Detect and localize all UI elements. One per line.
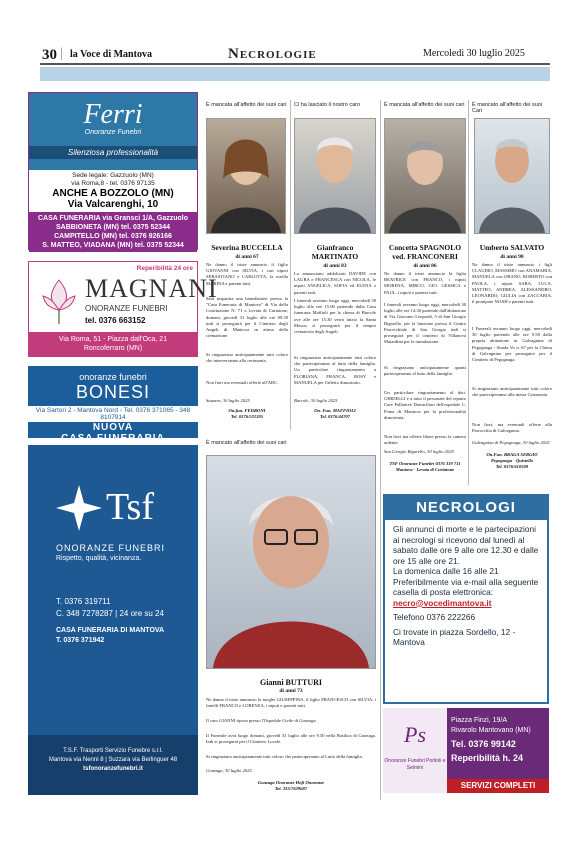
- tsf-foot3: tsfonoranzefunebri.it: [83, 766, 143, 772]
- tsf-name: Tsf: [106, 486, 155, 528]
- obit-name: Gianfranco MARTINATO: [311, 243, 359, 261]
- necrologi-p3: Preferibilmente via e-mail alla seguente casella di posta elettronica:: [393, 576, 539, 597]
- portrait-man: [295, 119, 375, 233]
- ps-address2: Rivarolo Mantovano (MN): [451, 727, 531, 734]
- sig-line: Tel. 0376/44707: [320, 414, 350, 419]
- obit-signature: [294, 408, 376, 420]
- sig-line: Mantova - Levata di Curtatone: [395, 467, 455, 472]
- obit-caption: È mancata all'affetto dei suoi cari: [384, 102, 465, 108]
- obit-caption: Ci ha lasciato il nostro caro: [294, 102, 361, 108]
- obit-text3: Il Funerale avrà luogo domani, giovedì 31 luglio alle ore 9.30 nella Basilica di Gonzaga. Indi si proseguirà per il Cimitero Locale.: [206, 733, 376, 745]
- tsf-phone1: T. 0376 319711: [56, 597, 111, 606]
- ferri-line: Sede legale: Gazzuolo (MN): [72, 172, 154, 179]
- bonesi-line3: CASA FUNERARIA: [61, 433, 165, 444]
- sig-line: Tel. 0376/610508: [495, 464, 529, 469]
- obituary-1: [206, 102, 288, 108]
- ps-rep: Reperibilità h. 24: [451, 753, 524, 763]
- necrologi-info-box: [383, 494, 549, 704]
- magnani-city: Roncoferraro (MN): [83, 345, 143, 352]
- ferri-big: Via Valcarenghi, 10: [67, 199, 159, 210]
- ad-bonesi[interactable]: [28, 366, 198, 444]
- header-rule: [40, 63, 550, 65]
- obit-text5: Non fiori ma offerte libere presso la camera ardente.: [384, 434, 466, 446]
- ad-magnani[interactable]: [28, 261, 218, 357]
- column-divider: [380, 100, 381, 800]
- ad-ferri-top: [29, 93, 197, 170]
- magnani-badge: Reperibilità 24 ore: [136, 265, 193, 272]
- sig-line: Pegognaga - Quistello: [490, 458, 534, 463]
- obit-age: di anni 67: [235, 254, 259, 260]
- tsf-footer: [28, 735, 198, 795]
- tsf-subtitle: ONORANZE FUNEBRI: [56, 543, 166, 553]
- obit-caption: È mancato all'affetto dei suoi Cari: [472, 102, 543, 114]
- sig-line: Gonzaga Onoranze Hofi Onoranze: [257, 780, 325, 785]
- obituary-2: [294, 102, 376, 108]
- obit-caption: È mancata all'affetto dei suoi cari: [206, 102, 287, 108]
- publication-name: la Voce di Mantova: [70, 49, 152, 60]
- obit-text4: Non fiori ma eventuali offerte all'ABC.: [206, 380, 279, 385]
- obit-date: Gonzaga, 30 luglio 2025: [206, 768, 252, 773]
- issue-date: Mercoledì 30 luglio 2025: [423, 48, 525, 59]
- obit-caption: È mancato all'affetto dei suoi cari: [206, 440, 287, 446]
- portrait-man: [475, 119, 549, 233]
- obit-photo-main: [206, 455, 376, 669]
- obit-age: di anni 73: [279, 688, 303, 694]
- obit-text2: I Funerali avranno luogo oggi, mercoledì 30 luglio partendo alle ore 9.50 dalla propria abitazione in Galvagnina di Pegognaga - Strada Vo n. 67 per la Chiesa di Galvagnina per proseguire per il Cimitero di Pegognaga.: [472, 326, 552, 363]
- obit-age: di anni 83: [323, 263, 347, 269]
- lily-icon: [37, 276, 81, 326]
- obit-date: San Giorgio Bigarello, 30 luglio 2025: [384, 449, 454, 454]
- necrologi-p2: La domenica dalle 16 alle 21: [393, 566, 499, 576]
- obituary-3: [384, 102, 466, 108]
- ferri-loc: CAMPITELLO (MN) tel. 0376 926166: [54, 233, 172, 240]
- ferri-logo: Ferri: [83, 99, 143, 130]
- ferri-line: via Roma,8 - tel. 0376 97135: [71, 180, 155, 187]
- ad-portioli-selmini[interactable]: [383, 708, 549, 793]
- ad-ferri[interactable]: [28, 92, 198, 250]
- ps-logo: Ps: [404, 722, 426, 747]
- obit-signature: [206, 408, 288, 420]
- obit-text: Ne danno il triste annuncio i figli CLAUDIO, MASSIMO con ANAMARIA, MANUELA con ORANO, ROBERTO con PAOLA, i nipoti SARA, LUCA, MATTEO, ANDREA, ALESSANDRO, LEONARDO, GIULIA con ZACCARIA, il pronipote NOAH e parenti tutti.: [472, 262, 552, 305]
- obit-age: di anni 86: [413, 263, 437, 269]
- obit-text3: Si ringraziano anticipatamente tutti coloro che interverranno alla cerimonia.: [206, 352, 288, 364]
- magnani-tel: tel. 0376 663152: [85, 316, 146, 325]
- obit-text4: Un particolare ringraziamento al dott. GHIDELLI e a tutto il personale del reparto Cure Palliative Domiciliari dell'ospedale C. Poma di Mantova per la professionalità dimostrata.: [384, 390, 466, 420]
- ferri-locations: [29, 212, 197, 252]
- portrait-woman: [385, 119, 465, 233]
- obit-signature: [472, 452, 552, 470]
- obit-date: Galvagnina di Pegognaga, 30 luglio 2025: [472, 440, 550, 445]
- ps-name: Onoranze Funebri Portioli e Selmini: [384, 758, 446, 771]
- obit-photo: [206, 118, 286, 234]
- sig-line: On. Fun. MAFFIOLI: [314, 408, 356, 413]
- obit-text3: Si ringraziano anticipatamente tutti coloro che parteciperanno alla mesta Cerimonia.: [472, 386, 552, 398]
- sig-line: Tel. 335/7629687: [274, 786, 308, 791]
- ferri-loc: S. MATTEO, VIADANA (MN) tel. 0375 52344: [42, 242, 184, 249]
- obit-signature: [206, 780, 376, 792]
- section-title: Necrologie: [228, 46, 317, 62]
- obit-photo: [474, 118, 550, 234]
- ferri-subtitle: Onoranze Funebri: [84, 129, 142, 136]
- obit-text2: I funerali avranno luogo oggi, mercoledì 30 luglio alle ore 14.30 partendo dall'abitazione di Via Giacomo Leopardi, 5 di San Giorgio Bigarello, per la funzione presso il Centro Parrocchiale di San Giorgio indi si proseguirà per il cimitero di Villanova Maiardina per la tumulazione.: [384, 302, 466, 345]
- obit-text: Lo annunciano addolorati DAVIDE con LAURA e FRANCESCA con NICOLA, le nipoti ANGELICA, SOFIA ed ELENA e parenti tutti.: [294, 271, 376, 295]
- ad-tsf[interactable]: [28, 445, 198, 795]
- obit-text3: Si ringraziano anticipatamente quanti parteciperanno al lutto della famiglia.: [384, 365, 466, 377]
- page-number: 30: [42, 47, 57, 63]
- obit-text4: Non fiori, ma eventuali offerte alla Parrocchia di Galvagnina.: [472, 422, 552, 434]
- star-logo-icon: [54, 483, 104, 533]
- ps-address1: Piazza Finzi, 19/A: [451, 717, 508, 724]
- portrait-man: [207, 456, 375, 668]
- magnani-subtitle: ONORANZE FUNEBRI: [85, 304, 168, 313]
- column-divider: [290, 100, 291, 430]
- sig-line: On.Fun. BRAGA SERGIO: [486, 452, 538, 457]
- bonesi-name: BONESI: [75, 382, 151, 402]
- tsf-casa: CASA FUNERARIA DI MANTOVA: [56, 627, 165, 634]
- magnani-name: MAGNANI: [85, 274, 218, 303]
- tsf-tagline: Rispetto, qualità, vicinanza.: [56, 555, 142, 562]
- column-divider: [468, 100, 469, 485]
- tsf-foot2: Mantova via Nenni 8 | Suzzara via Berlinguer 48: [48, 757, 178, 763]
- obituary-4: [472, 102, 552, 114]
- obit-age: di anni 90: [500, 254, 524, 260]
- obit-name: Concetta SPAGNOLO ved. FRANCONERI: [388, 243, 462, 261]
- ps-services: SERVIZI COMPLETI: [447, 779, 549, 793]
- tsf-phone2: C. 348 7278287 | 24 ore su 24: [56, 609, 164, 618]
- obit-name: Gianni BUTTURI: [259, 678, 323, 687]
- tsf-casa-phone: T. 0376 371942: [56, 637, 105, 644]
- necrologi-address: Ci trovate in piazza Sordello, 12 - Mantova: [393, 626, 516, 647]
- obituary-main: [206, 440, 376, 446]
- obit-date: Barcole, 30 luglio 2025: [294, 398, 338, 403]
- sig-line: On.fun. FEDRONI: [228, 408, 266, 413]
- magnani-address: [29, 332, 197, 356]
- obit-text2: I funerali avranno luogo oggi, mercoledì 30 luglio alle ore 15.00 partendo dalla Casa funeraria Maffioli per la chiesa di Barcole ove alle ore 15.30 verrà inizio la Santa Messa; si proseguirà per il tempio crematorio degli Angeli.: [294, 298, 376, 335]
- ferri-tagline: Silenziosa professionalità: [29, 146, 197, 159]
- obit-text2: Sarà impartita una benedizione presso la "Casa Funeraria di Mantova" di Via della Costituzione N. 71 a Levata di Curtatone, domani, giovedì 31 luglio alle ore 09.30 indi si proseguirà per il Cimitero degli Angeli di Mantova in attesa della cremazione.: [206, 296, 288, 339]
- obit-text3: Si ringraziano anticipatamente tutti coloro che parteciperanno al lutto della famiglia. Un particolare ringraziamento a FLORIANA, FRANCA, ROSY e MANUELA per l'affetto dimostrato.: [294, 355, 376, 385]
- necrologi-email-link[interactable]: necro@vocedimantova.it: [393, 597, 492, 608]
- bonesi-top: onoranze funebri: [79, 372, 147, 382]
- obit-text2: Il caro GIANNI riposa presso l'Ospedale Civile di Gonzaga.: [206, 718, 317, 723]
- bonesi-line2: NUOVA: [92, 422, 134, 433]
- obit-text4: Si ringraziano anticipatamente tutti coloro che parteciperanno al Lutto della famiglia.: [206, 754, 363, 759]
- necrologi-p1: Gli annunci di morte e le partecipazioni ai necrologi si ricevono dal lunedì al sabato dalle ore 9 alle ore 12.30 e dalle ore 15 alle ore 21.: [393, 524, 539, 566]
- necrologi-text: [393, 524, 543, 648]
- obit-text: Ne danno il triste annuncio il figlio GIOVANNI con SILVIA, i cari nipoti SEBASTIANO e CARLOTTA, la sorella MARINA e parenti tutti.: [206, 262, 288, 286]
- necrologi-phone: Telefono 0376 222266: [393, 612, 476, 622]
- bonesi-address: Via Sartori 2 - Mantova Nord - Tel. 0376 371065 - 348 8107914: [28, 406, 198, 422]
- obit-text: Ne danno il triste annuncio la moglie GIUSEPPINA, il figlio FRANCESCO con SILVIA, i fratelli FRANCO e LORENZA, i nipoti e parenti tutti.: [206, 697, 376, 709]
- ps-tel: Tel. 0376 99142: [451, 739, 516, 749]
- obit-text: Ne danno il triste annuncio la figlia BEATRICE con FRANCO, i nipoti MORENA, MIRCO, GIO, GESSICA e PAUL, i nipoti e parenti tutti.: [384, 271, 466, 295]
- obit-photo: [294, 118, 376, 234]
- tsf-foot1: T.S.F. Trasporti Servizio Funebre s.r.l.: [63, 748, 163, 754]
- ferri-big: ANCHE A BOZZOLO (MN): [52, 188, 174, 199]
- header-band: [40, 67, 550, 81]
- ferri-loc: CASA FUNERARIA via Gransci 1/A, Gazzuolo: [37, 215, 188, 222]
- sig-line: TSF Onoranze Funebri 0376 319 711: [389, 461, 461, 466]
- obit-date: Suzzara, 30 luglio 2025: [206, 398, 250, 403]
- obit-name: Severina BUCCELLA: [211, 243, 283, 252]
- magnani-address-line: Via Roma, 51 - Piazza dall'Oca, 21: [58, 336, 168, 343]
- obit-photo: [384, 118, 466, 234]
- obit-signature: [384, 461, 466, 473]
- portrait-woman: [207, 119, 285, 233]
- sig-line: Tel. 0376/521205: [230, 414, 264, 419]
- obit-name: Umberto SALVATO: [479, 243, 545, 252]
- necrologi-title: NECROLOGI: [385, 496, 547, 520]
- ps-logo-panel: [383, 708, 447, 793]
- ferri-loc: SABBIONETA (MN) tel. 0375 52344: [56, 224, 170, 231]
- header-separator: |: [60, 46, 63, 61]
